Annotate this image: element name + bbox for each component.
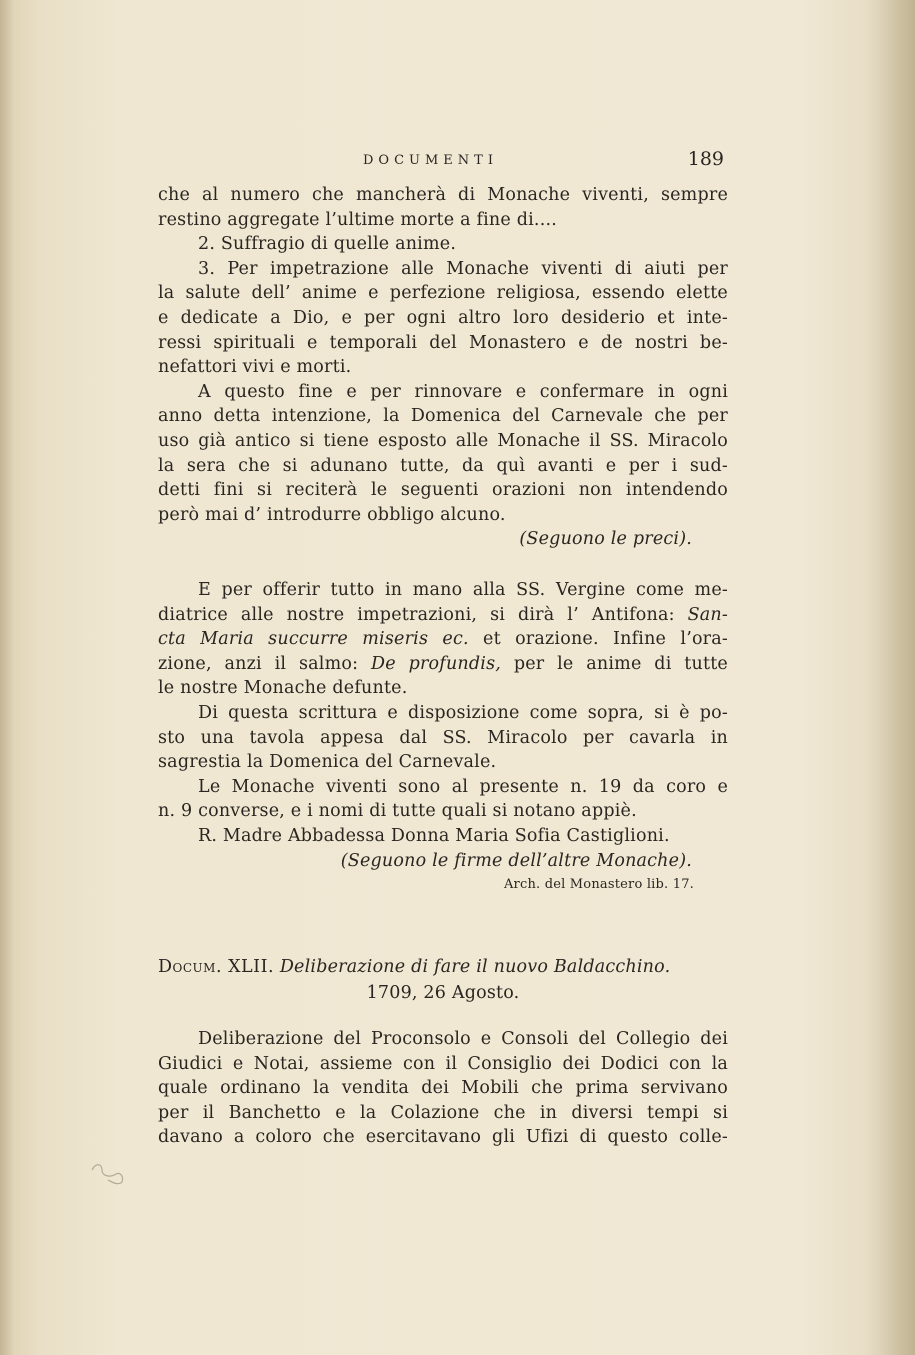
latin-text: De profundis, [371,653,502,674]
text-line: anno detta intenzione, la Domenica del Carnevale che per [158,406,728,427]
text-line: e dedicate a Dio, e per ogni altro loro desiderio et inte- [158,307,728,328]
latin-text: cta Maria succurre miseris ec. [158,629,469,650]
main-text [158,183,728,552]
text-fragment: diatrice alle nostre impetrazioni, si dirà l’ Antifona: [158,604,688,625]
text-line [158,652,728,677]
antifona-text [158,578,728,897]
text-line: nefattori vivi e morti. [158,357,352,378]
text-line: ressi spirituali e temporali del Monastero e de nostri be- [158,332,728,353]
text-line: Di questa scrittura e disposizione come sopra, si è po- [198,702,728,723]
text-line: quale ordinano la vendita dei Mobili che prima servivano [158,1078,728,1099]
text-line: per il Banchetto e la Colazione che in diversi tempi si [158,1102,728,1123]
text-line [158,603,728,628]
text-line: n. 9 converse, e i nomi di tutte quali si notano appiè. [158,801,637,822]
pencil-mark-icon [88,1160,128,1188]
page-number: 189 [687,148,724,170]
text-line: la sera che si adunano tutte, da quì avanti e per i sud- [158,455,728,476]
document-heading [158,954,728,1006]
text-line: Giudici e Notai, assieme con il Consiglio dei Dodici con la [158,1053,728,1074]
text-fragment: et orazione. Infine l’ora- [468,629,728,650]
left-edge-shadow [0,0,14,1355]
running-title: DOCUMENTI [363,153,498,168]
text-line [158,627,728,652]
text-line: 3. Per impetrazione alle Monache viventi di aiuti per [198,258,728,279]
text-line: Le Monache viventi sono al presente n. 19 da coro e [198,776,728,797]
document-label: Docum. XLII. [158,957,275,977]
text-line: uso già antico si tiene esposto alle Monache il SS. Miracolo [158,430,728,451]
text-line: le nostre Monache defunte. [158,678,408,699]
text-line: sagrestia la Domenica del Carnevale. [158,752,497,773]
document-title-line [158,954,728,980]
text-line: Deliberazione del Proconsolo e Consoli del Collegio dei [198,1029,728,1049]
text-fragment: per le anime di tutte [501,653,728,674]
text-line: detti fini si reciterà le seguenti orazioni non intendendo [158,480,728,501]
running-head [158,148,728,174]
note-firme: (Seguono le firme dell’altre Monache). [340,850,692,871]
text-line: sto una tavola appesa dal SS. Miracolo per cavarla in [158,727,728,748]
text-line: E per offerir tutto in mano alla SS. Vergine come me- [198,580,728,600]
text-line: davano a coloro che esercitavano gli Ufizi di questo colle- [158,1127,728,1148]
latin-text: San- [687,604,728,625]
text-line: che al numero che mancherà di Monache viventi, sempre [158,185,728,205]
text-fragment: zione, anzi il salmo: [158,653,372,674]
note-preci: (Seguono le preci). [519,529,692,550]
archive-source: Arch. del Monastero lib. 17. [503,877,694,893]
text-line: A questo fine e per rinnovare e confermare in ogni [198,381,728,402]
text-line: però mai d’ introdurre obbligo alcuno. [158,504,506,525]
right-edge-shadow [865,0,915,1355]
text-line: 2. Suffragio di quelle anime. [198,234,457,255]
text-line: restino aggregate l’ultime morte a fine di.... [158,209,557,230]
document-text [158,1027,728,1150]
abbess-line: R. Madre Abbadessa Donna Maria Sofia Castiglioni. [198,825,670,846]
text-line: la salute dell’ animе e perfezione religiosa, essendo elette [158,283,728,304]
document-date: 1709, 26 Agosto. [366,983,520,1003]
document-title: Deliberazione di fare il nuovo Baldacchino. [279,957,671,977]
